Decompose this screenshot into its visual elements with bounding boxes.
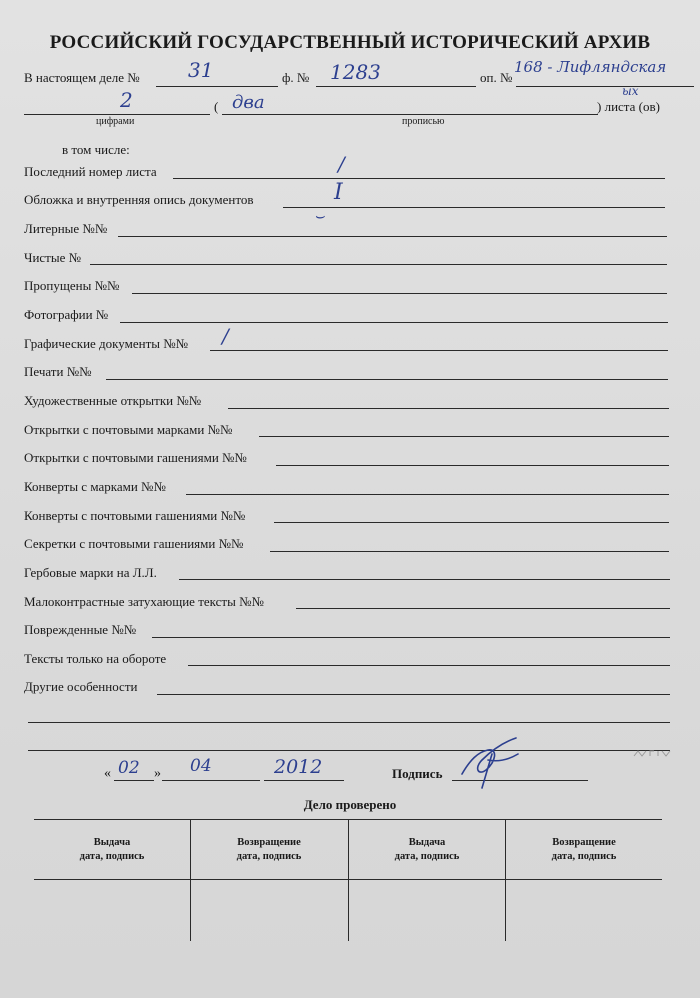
date-year-line xyxy=(264,780,344,781)
column-header-return-1 xyxy=(191,836,347,864)
column-header-subtitle: дата, подпись xyxy=(79,851,145,862)
field-value-graphic-docs[interactable]: / xyxy=(222,324,229,348)
field-label-secretki: Секретки с почтовыми гашениями №№ xyxy=(24,536,244,551)
date-open-quote: « xyxy=(104,766,111,781)
field-label-damaged: Поврежденные №№ xyxy=(24,622,137,637)
field-line-envelopes-stamps xyxy=(186,494,669,495)
field-value-cover[interactable]: I xyxy=(334,180,343,205)
count-words-value[interactable]: два xyxy=(232,92,265,113)
field-line-seals xyxy=(106,379,668,380)
field-line-photos xyxy=(120,322,668,323)
field-label-other: Другие особенности xyxy=(24,679,138,694)
field-label-postcards-cancel: Открытки с почтовыми гашениями №№ xyxy=(24,450,247,465)
count-digits-value[interactable]: 2 xyxy=(120,88,133,112)
field-line-revenue-stamps xyxy=(179,579,670,580)
field-line-postcards-cancel xyxy=(276,465,669,466)
date-year[interactable]: 2012 xyxy=(274,756,323,778)
delo-line xyxy=(156,86,278,87)
column-header-return-2 xyxy=(506,836,662,864)
column-header-title: Выдача xyxy=(408,837,446,848)
page-title: РОССИЙСКИЙ ГОСУДАРСТВЕННЫЙ ИСТОРИЧЕСКИЙ АРХИВ xyxy=(49,32,651,53)
field-line-postcards-stamps xyxy=(259,436,669,437)
field-label-revenue-stamps: Гербовые марки на Л.Л. xyxy=(24,565,157,580)
date-month-line xyxy=(162,780,260,781)
words-caption: прописью xyxy=(402,116,445,127)
field-line-reverse-only xyxy=(188,665,670,666)
opis-value[interactable]: 168 - Лифляндская xyxy=(514,58,667,76)
field-label-seals: Печати №№ xyxy=(24,364,92,379)
column-header-title: Выдача xyxy=(93,837,131,848)
column-header-subtitle: дата, подпись xyxy=(394,851,460,862)
field-label-cover: Обложка и внутренняя опись документов xyxy=(24,192,254,207)
field-line-secretki xyxy=(270,551,669,552)
field-label-photos: Фотографии № xyxy=(24,307,109,322)
extra-line-1 xyxy=(28,722,670,723)
field-label-postcards-stamps: Открытки с почтовыми марками №№ xyxy=(24,422,233,437)
field-label-envelopes-stamps: Конверты с марками №№ xyxy=(24,479,166,494)
date-close-quote: » xyxy=(154,766,161,781)
field-label-faded-texts: Малоконтрастные затухающие тексты №№ xyxy=(24,594,264,609)
column-header-title: Возвращение xyxy=(237,837,301,848)
delo-value[interactable]: 31 xyxy=(188,58,214,82)
field-label-blank: Чистые № xyxy=(24,250,82,265)
field-line-blank xyxy=(90,264,667,265)
count-digits-line xyxy=(24,114,210,115)
fond-value[interactable]: 1283 xyxy=(330,60,381,84)
column-header-title: Возвращение xyxy=(552,837,616,848)
field-line-graphic-docs xyxy=(210,350,668,351)
field-label-last-sheet: Последний номер листа xyxy=(24,164,157,179)
signature-label: Подпись xyxy=(392,766,443,781)
field-line-other xyxy=(157,694,670,695)
field-line-letter-nums xyxy=(118,236,667,237)
signature-mark xyxy=(452,730,526,792)
field-label-letter-nums: Литерные №№ xyxy=(24,221,108,236)
field-label-graphic-docs: Графические документы №№ xyxy=(24,336,189,351)
field-line-cover xyxy=(283,207,665,208)
field-value-last-sheet[interactable]: / xyxy=(338,152,345,176)
field-line-faded-texts xyxy=(296,608,670,609)
field-line-last-sheet xyxy=(173,178,665,179)
field-line-damaged xyxy=(152,637,670,638)
sheets-handwritten: ых xyxy=(622,84,639,98)
column-header-issue-1 xyxy=(34,836,190,864)
field-label-art-postcards: Художественные открытки №№ xyxy=(24,393,202,408)
date-month[interactable]: 04 xyxy=(190,756,212,776)
field-label-envelopes-cancel: Конверты с почтовыми гашениями №№ xyxy=(24,508,246,523)
date-day[interactable]: 02 xyxy=(118,758,140,778)
archive-stamp-mark xyxy=(632,748,674,760)
count-words-line xyxy=(222,114,598,115)
column-header-subtitle: дата, подпись xyxy=(236,851,302,862)
including-label: в том числе: xyxy=(62,142,130,157)
field-label-reverse-only: Тексты только на обороте xyxy=(24,651,167,666)
sheets-label: ) листа (ов) xyxy=(597,99,660,114)
opis-line xyxy=(516,86,694,87)
field-line-envelopes-cancel xyxy=(274,522,669,523)
field-line-skipped xyxy=(132,293,667,294)
digits-caption: цифрами xyxy=(96,116,135,127)
extra-line-2 xyxy=(28,750,670,751)
field-line-art-postcards xyxy=(228,408,669,409)
opis-label: оп. № xyxy=(480,70,513,85)
delo-label: В настоящем деле № xyxy=(24,70,140,85)
date-day-line xyxy=(114,780,154,781)
field-label-skipped: Пропущены №№ xyxy=(24,278,120,293)
column-header-subtitle: дата, подпись xyxy=(551,851,617,862)
column-header-issue-2 xyxy=(349,836,505,864)
check-title: Дело проверено xyxy=(303,797,397,812)
fond-label: ф. № xyxy=(282,70,310,85)
fond-line xyxy=(316,86,476,87)
open-paren: ( xyxy=(214,99,219,114)
cover-underline-mark: ⌣ xyxy=(314,206,325,225)
